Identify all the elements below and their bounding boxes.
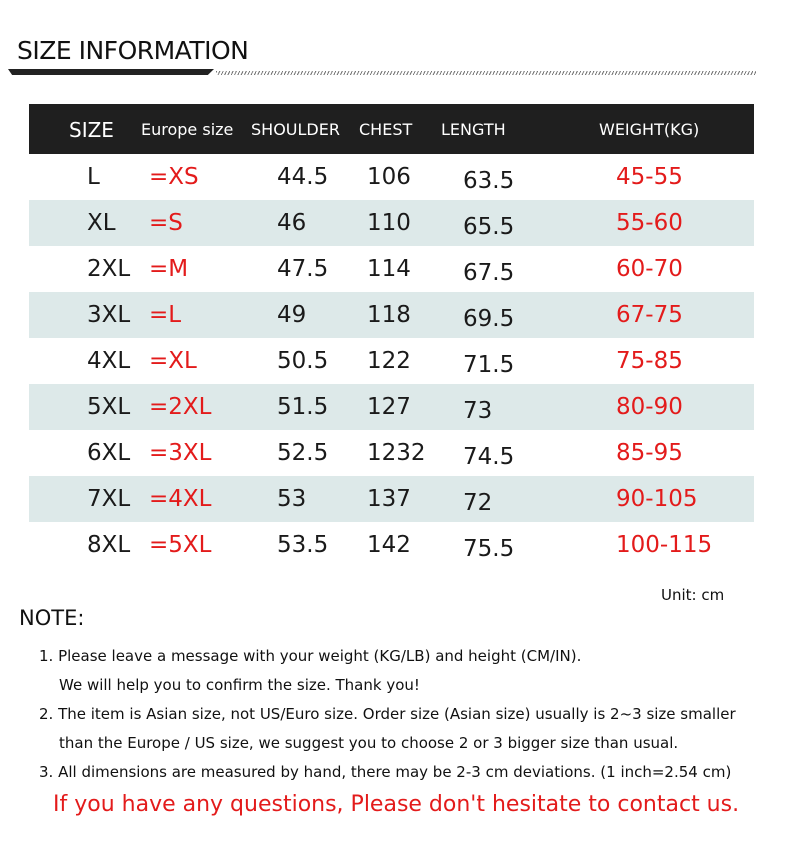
cell-weight: 45-55 [616, 164, 683, 190]
cell-size: 2XL [87, 256, 131, 282]
cell-shoulder: 50.5 [277, 348, 329, 374]
cell-length: 75.5 [463, 536, 515, 562]
table-row [29, 200, 754, 246]
cell-length: 74.5 [463, 444, 515, 470]
cell-shoulder: 53.5 [277, 532, 329, 558]
note-title: NOTE: [19, 606, 85, 630]
cell-europe-size: =L [149, 302, 182, 328]
cell-length: 72 [463, 490, 493, 516]
table-row [29, 430, 754, 476]
table-row [29, 384, 754, 430]
cell-size: L [87, 164, 100, 190]
note-2-line-1: 2. The item is Asian size, not US/Euro size. Order size (Asian size) usually is 2~3 size smaller [39, 705, 736, 723]
cell-europe-size: =XL [149, 348, 197, 374]
cell-size: 3XL [87, 302, 131, 328]
cell-shoulder: 51.5 [277, 394, 329, 420]
cell-chest: 114 [367, 256, 411, 282]
cell-weight: 85-95 [616, 440, 683, 466]
cell-size: 5XL [87, 394, 131, 420]
cell-chest: 118 [367, 302, 411, 328]
cell-weight: 90-105 [616, 486, 698, 512]
cell-shoulder: 46 [277, 210, 307, 236]
cell-chest: 110 [367, 210, 411, 236]
table-row [29, 476, 754, 522]
cell-length: 65.5 [463, 214, 515, 240]
header-length: LENGTH [441, 120, 506, 139]
cell-chest: 106 [367, 164, 411, 190]
table-row [29, 246, 754, 292]
cell-europe-size: =3XL [149, 440, 212, 466]
cell-length: 67.5 [463, 260, 515, 286]
table-row [29, 292, 754, 338]
cell-shoulder: 47.5 [277, 256, 329, 282]
cell-weight: 55-60 [616, 210, 683, 236]
cell-chest: 127 [367, 394, 411, 420]
cell-europe-size: =4XL [149, 486, 212, 512]
cell-europe-size: =5XL [149, 532, 212, 558]
cell-shoulder: 49 [277, 302, 307, 328]
cell-size: 4XL [87, 348, 131, 374]
cell-chest: 122 [367, 348, 411, 374]
cell-chest: 142 [367, 532, 411, 558]
cell-europe-size: =XS [149, 164, 199, 190]
page-title: SIZE INFORMATION [17, 36, 249, 65]
contact-message: If you have any questions, Please don't hesitate to contact us. [53, 792, 740, 817]
cell-shoulder: 53 [277, 486, 307, 512]
header-chest: CHEST [359, 120, 413, 139]
note-3: 3. All dimensions are measured by hand, there may be 2-3 cm deviations. (1 inch=2.54 cm) [39, 763, 732, 781]
table-body [29, 154, 754, 568]
cell-size: 6XL [87, 440, 131, 466]
cell-length: 71.5 [463, 352, 515, 378]
title-underline [8, 69, 214, 75]
header-size: SIZE [69, 118, 114, 142]
cell-weight: 60-70 [616, 256, 683, 282]
cell-length: 69.5 [463, 306, 515, 332]
cell-chest: 1232 [367, 440, 426, 466]
cell-weight: 67-75 [616, 302, 683, 328]
note-1-line-1: 1. Please leave a message with your weight (KG/LB) and height (CM/IN). [39, 647, 582, 665]
cell-europe-size: =S [149, 210, 183, 236]
header-europe-size: Europe size [141, 120, 234, 139]
table-row [29, 154, 754, 200]
cell-europe-size: =M [149, 256, 189, 282]
cell-size: XL [87, 210, 116, 236]
header-weight: WEIGHT(KG) [599, 120, 700, 139]
table-row [29, 522, 754, 568]
cell-length: 73 [463, 398, 493, 424]
cell-shoulder: 44.5 [277, 164, 329, 190]
title-divider-hatch [216, 71, 756, 75]
cell-size: 7XL [87, 486, 131, 512]
cell-weight: 75-85 [616, 348, 683, 374]
note-1-line-2: We will help you to confirm the size. Thank you! [59, 676, 420, 694]
cell-length: 63.5 [463, 168, 515, 194]
cell-europe-size: =2XL [149, 394, 212, 420]
cell-weight: 80-90 [616, 394, 683, 420]
size-table [29, 104, 754, 568]
note-2-line-2: than the Europe / US size, we suggest you to choose 2 or 3 bigger size than usual. [59, 734, 679, 752]
cell-chest: 137 [367, 486, 411, 512]
cell-weight: 100-115 [616, 532, 713, 558]
cell-shoulder: 52.5 [277, 440, 329, 466]
table-row [29, 338, 754, 384]
cell-size: 8XL [87, 532, 131, 558]
table-header [29, 104, 754, 154]
unit-label: Unit: cm [661, 586, 725, 604]
header-shoulder: SHOULDER [251, 120, 340, 139]
